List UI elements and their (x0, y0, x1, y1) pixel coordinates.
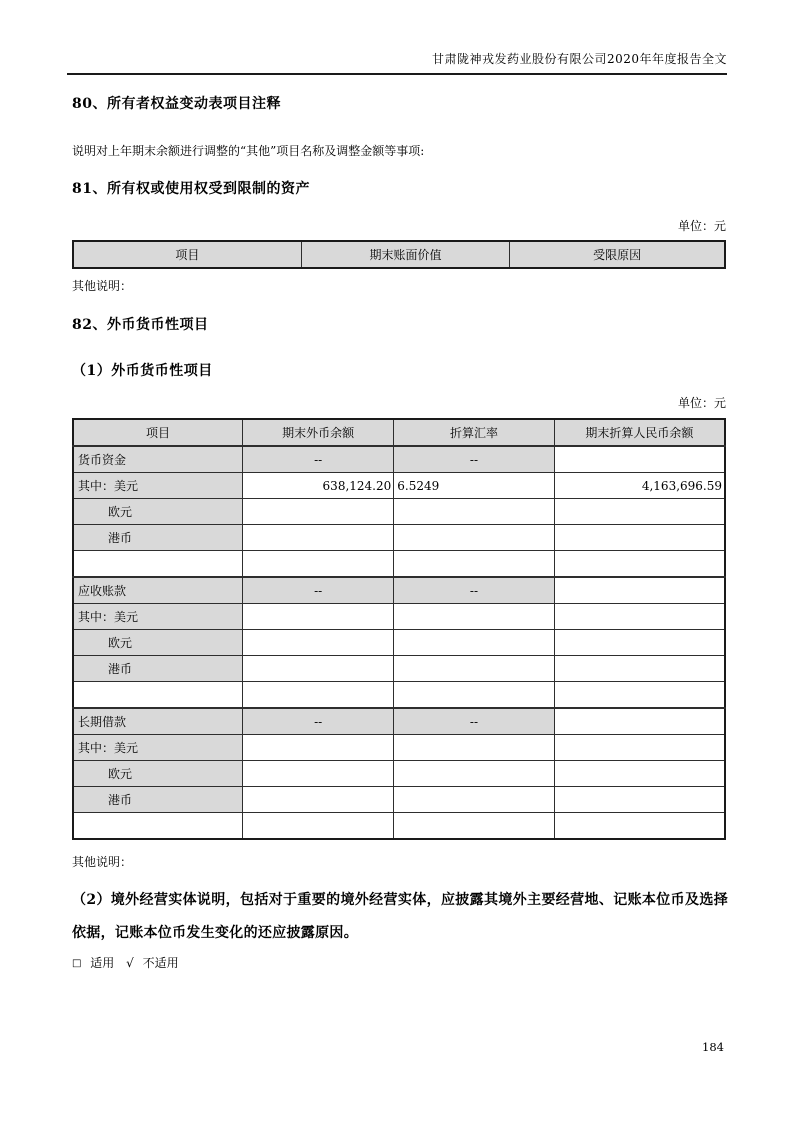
fx-cell (394, 656, 554, 682)
restricted-assets-header-row (73, 241, 725, 268)
fx-row-label: 其中：美元 (73, 735, 243, 761)
fx-cell (394, 761, 554, 787)
fx-cell (243, 630, 394, 656)
fx-cell: -- (394, 577, 554, 604)
fx-column-header: 折算汇率 (394, 419, 554, 446)
fx-cell (243, 813, 394, 840)
document-header-title: 甘肃陇神戎发药业股份有限公司2020年年度报告全文 (431, 52, 727, 66)
fx-cell (243, 682, 394, 709)
fx-cell (243, 761, 394, 787)
fx-row-label (73, 551, 243, 578)
fx-cell: -- (243, 446, 394, 473)
fx-cell: -- (394, 708, 554, 735)
fx-row-label: 港币 (73, 787, 243, 813)
fx-table-row (73, 813, 725, 840)
fx-cell (394, 813, 554, 840)
fx-cell (554, 682, 725, 709)
column-header-ending-book-value: 期末账面价值 (301, 241, 510, 268)
fx-monetary-items-table (72, 418, 726, 840)
fx-table-row (73, 761, 725, 787)
fx-column-header: 项目 (73, 419, 243, 446)
fx-table-row (73, 551, 725, 578)
fx-row-label: 长期借款 (73, 708, 243, 735)
other-note-82: 其他说明： (72, 855, 133, 869)
section-80-body: 说明对上年期末余额进行调整的“其他”项目名称及调整金额等事项: (72, 144, 425, 158)
fx-table-header-row (73, 419, 725, 446)
fx-cell (243, 499, 394, 525)
fx-cell (554, 630, 725, 656)
fx-row-label: 货币资金 (73, 446, 243, 473)
fx-cell: 6.5249 (394, 473, 554, 499)
fx-cell (554, 787, 725, 813)
fx-row-label: 欧元 (73, 761, 243, 787)
section-81-title: 81、所有权或使用权受到限制的资产 (72, 181, 310, 197)
fx-row-label: 欧元 (73, 630, 243, 656)
fx-table-row (73, 604, 725, 630)
fx-row-label (73, 682, 243, 709)
fx-row-label: 应收账款 (73, 577, 243, 604)
column-header-item: 项目 (73, 241, 301, 268)
page-number: 184 (702, 1040, 724, 1054)
unit-label-82: 单位：元 (677, 396, 726, 410)
fx-cell (243, 525, 394, 551)
unit-label-81: 单位：元 (677, 219, 726, 233)
fx-table-row (73, 656, 725, 682)
fx-cell (243, 735, 394, 761)
fx-table-row (73, 787, 725, 813)
fx-table-row (73, 682, 725, 709)
checkbox-unchecked-icon: □ (72, 958, 82, 969)
fx-cell (394, 499, 554, 525)
fx-cell (394, 525, 554, 551)
section-80-title: 80、所有者权益变动表项目注释 (72, 96, 281, 112)
fx-cell (554, 708, 725, 735)
fx-cell (243, 656, 394, 682)
fx-table-row (73, 446, 725, 473)
fx-cell (554, 446, 725, 473)
fx-column-header: 期末折算人民币余额 (554, 419, 725, 446)
fx-cell (394, 735, 554, 761)
fx-cell: 4,163,696.59 (554, 473, 725, 499)
not-applicable-label: 不适用 (142, 956, 179, 970)
fx-cell: -- (243, 708, 394, 735)
fx-row-label (73, 813, 243, 840)
fx-row-label: 欧元 (73, 499, 243, 525)
fx-table-row (73, 735, 725, 761)
fx-cell: -- (243, 577, 394, 604)
fx-cell (554, 577, 725, 604)
fx-cell (554, 656, 725, 682)
section-82-sub1-title: （1）外币货币性项目 (72, 363, 213, 379)
fx-cell (394, 787, 554, 813)
fx-cell (554, 761, 725, 787)
fx-cell (554, 525, 725, 551)
fx-table-head (73, 419, 725, 446)
fx-cell (243, 551, 394, 578)
fx-table-row (73, 473, 725, 499)
fx-row-label: 其中：美元 (73, 473, 243, 499)
fx-cell: -- (394, 446, 554, 473)
document-header (67, 50, 727, 75)
fx-table-row (73, 499, 725, 525)
fx-cell (394, 682, 554, 709)
column-header-restriction-reason: 受限原因 (510, 241, 725, 268)
fx-cell (554, 499, 725, 525)
applicable-label: 适用 (90, 956, 115, 970)
fx-cell (554, 735, 725, 761)
section-82-title: 82、外币货币性项目 (72, 317, 209, 333)
fx-column-header: 期末外币余额 (243, 419, 394, 446)
fx-table-row (73, 525, 725, 551)
fx-table-body (73, 446, 725, 839)
fx-cell (243, 604, 394, 630)
fx-table-row (73, 630, 725, 656)
fx-table-row (73, 577, 725, 604)
fx-row-label: 港币 (73, 656, 243, 682)
fx-cell (394, 551, 554, 578)
fx-cell (554, 813, 725, 840)
fx-cell (243, 787, 394, 813)
fx-row-label: 其中：美元 (73, 604, 243, 630)
fx-cell (394, 630, 554, 656)
fx-cell: 638,124.20 (243, 473, 394, 499)
restricted-assets-table (72, 240, 726, 269)
fx-row-label: 港币 (73, 525, 243, 551)
fx-cell (554, 604, 725, 630)
fx-cell (394, 604, 554, 630)
other-note-81: 其他说明： (72, 279, 133, 293)
check-mark-icon: √ (126, 956, 134, 970)
section-82-sub2-text: （2）境外经营实体说明，包括对于重要的境外经营实体，应披露其境外主要经营地、记账本位币及选择依据，记账本位币发生变化的还应披露原因。 (72, 892, 728, 941)
applicability-line (72, 954, 187, 971)
fx-cell (554, 551, 725, 578)
fx-table-row (73, 708, 725, 735)
